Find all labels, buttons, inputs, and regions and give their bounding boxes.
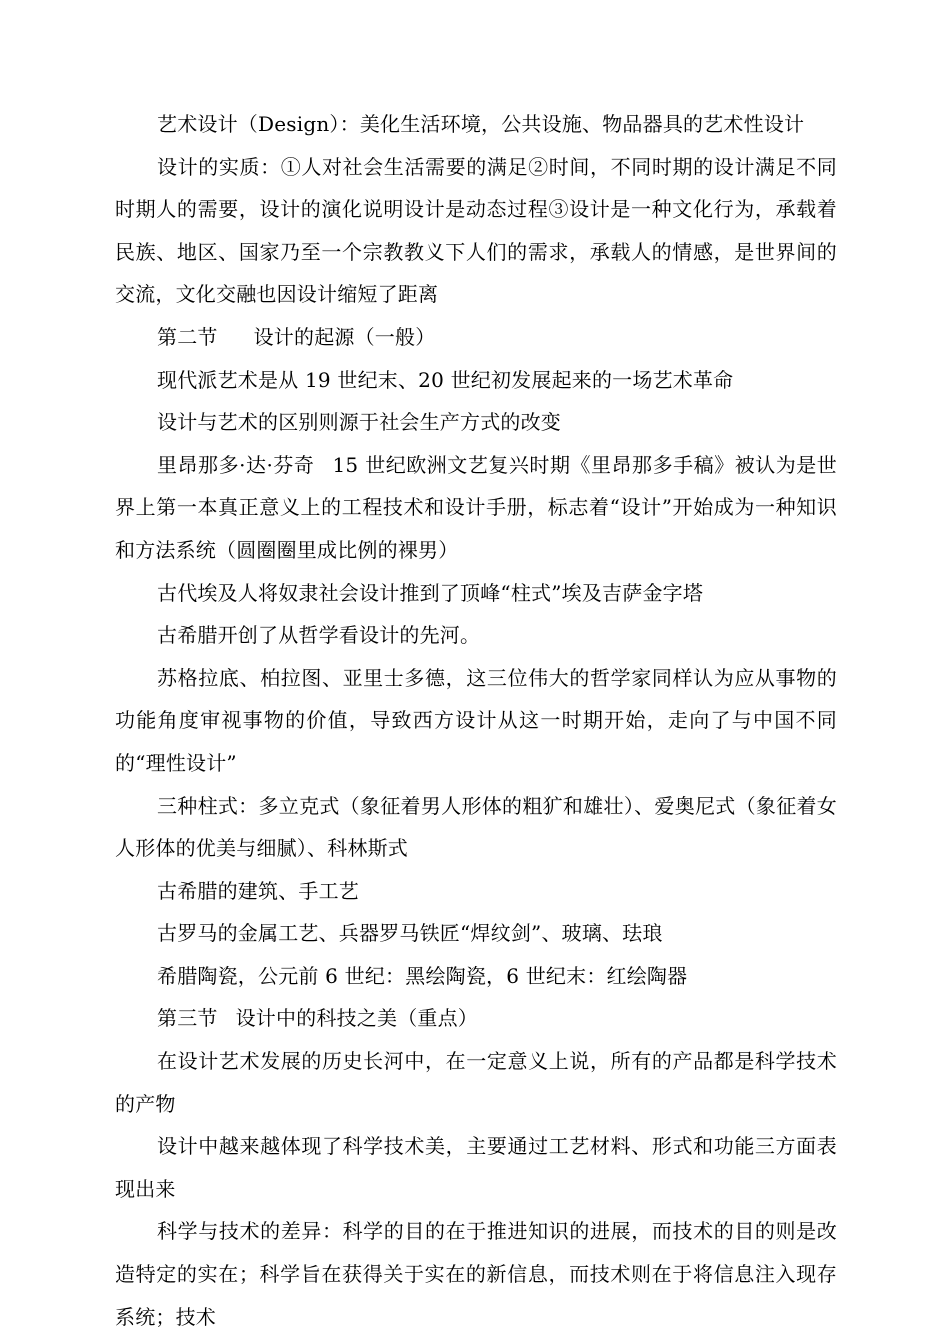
leonardo-text: 15 世纪欧洲文艺复兴时期《里昂那多手稿》被认为是世界上第一本真正意义上的工程技术和设计手册，标志着“设计”开始成为一种知识和方法系统（圆圈圈里成比例的裸男） xyxy=(115,452,837,562)
section-title: 设计中的科技之美（重点） xyxy=(235,1006,479,1031)
leonardo-name: 里昂那多·达·芬奇 xyxy=(157,452,315,477)
paragraph-products-of-science: 在设计艺术发展的历史长河中，在一定意义上说，所有的产品都是科学技术的产物 xyxy=(115,1049,837,1116)
paragraph-leonardo xyxy=(115,444,837,572)
paragraph-egypt: 古代埃及人将奴隶社会设计推到了顶峰“柱式”埃及吉萨金字塔 xyxy=(157,580,704,605)
paragraph-greece-philosophy: 古希腊开创了从哲学看设计的先河。 xyxy=(157,623,481,648)
paragraph-modern-art: 现代派艺术是从 19 世纪末、20 世纪初发展起来的一场艺术革命 xyxy=(157,367,734,392)
paragraph-design-vs-art: 设计与艺术的区别则源于社会生产方式的改变 xyxy=(157,410,561,435)
paragraph-design-essence: 设计的实质：①人对社会生活需要的满足②时间，不同时期的设计满足不同时期人的需要，设计的演化说明设计是动态过程③设计是一种文化行为，承载着民族、地区、国家乃至一个宗教教义下人们的需求，承载人的情感，是世界间的交流，文化交融也因设计缩短了距离 xyxy=(115,154,837,307)
paragraph-greek-ceramics: 希腊陶瓷，公元前 6 世纪：黑绘陶瓷，6 世纪末：红绘陶器 xyxy=(157,963,688,988)
section-title: 设计的起源（一般） xyxy=(253,324,436,349)
paragraph-science-vs-technology: 科学与技术的差异：科学的目的在于推进知识的进展，而技术的目的则是改造特定的实在；科学旨在获得关于实在的新信息，而技术则在于将信息注入现存系统；技术 xyxy=(115,1219,837,1329)
section-number: 第二节 xyxy=(157,324,218,349)
section-number: 第三节 xyxy=(157,1006,218,1031)
paragraph-three-orders: 三种柱式：多立克式（象征着男人形体的粗犷和雄壮）、爱奥尼式（象征着女人形体的优美与细腻）、科林斯式 xyxy=(115,793,837,861)
document-body xyxy=(115,103,837,1338)
section-heading-2 xyxy=(115,316,837,359)
section-heading-3 xyxy=(115,997,837,1040)
paragraph-greek-architecture: 古希腊的建筑、手工艺 xyxy=(157,878,359,903)
paragraph-roman-metalwork: 古罗马的金属工艺、兵器罗马铁匠“焊纹剑”、玻璃、珐琅 xyxy=(157,921,663,946)
paragraph-technology-beauty: 设计中越来越体现了科学技术美，主要通过工艺材料、形式和功能三方面表现出来 xyxy=(115,1134,837,1201)
paragraph-philosophers: 苏格拉底、柏拉图、亚里士多德，这三位伟大的哲学家同样认为应从事物的功能角度审视事物的价值，导致西方设计从这一时期开始，走向了与中国不同的“理性设计” xyxy=(115,665,837,775)
paragraph-art-design-definition: 艺术设计（Design）：美化生活环境，公共设施、物品器具的艺术性设计 xyxy=(157,112,805,136)
